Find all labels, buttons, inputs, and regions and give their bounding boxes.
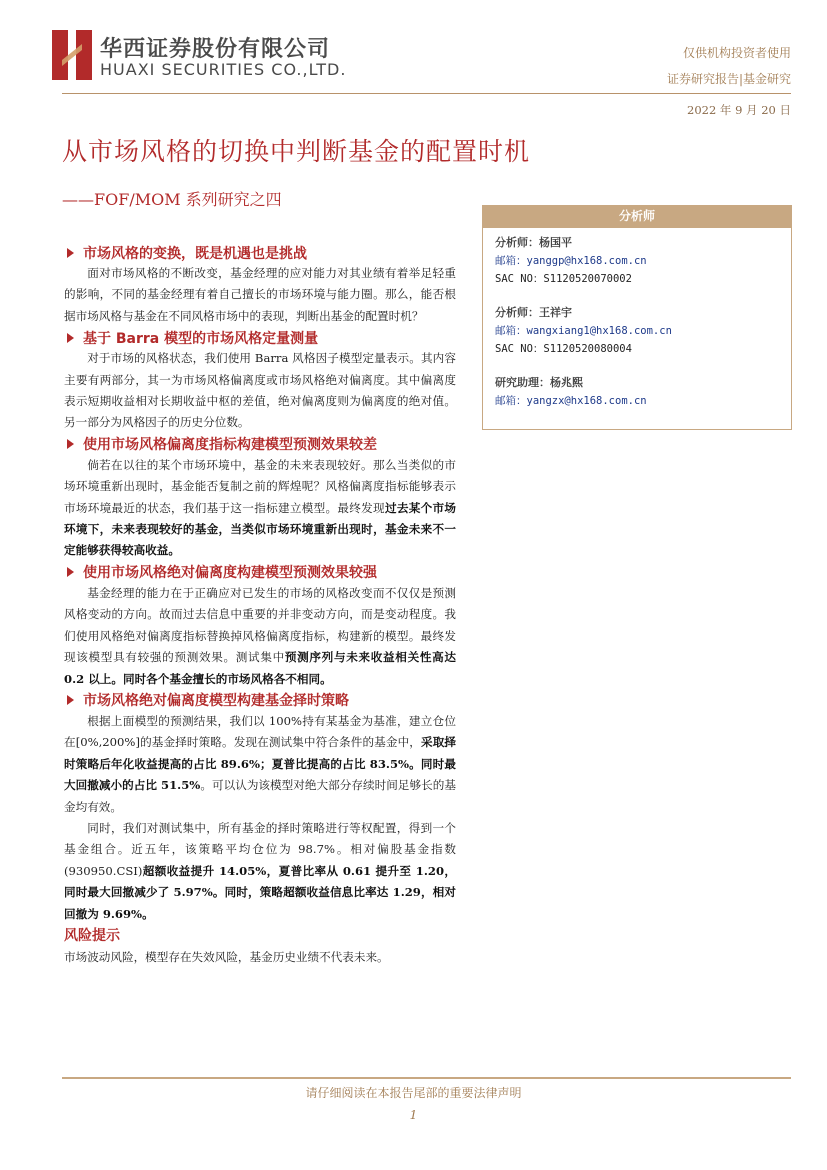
- analyst-email[interactable]: 邮箱：wangxiang1@hx168.com.cn: [495, 325, 672, 337]
- section-heading-text: 市场风格绝对偏离度模型构建基金择时策略: [83, 693, 349, 710]
- section-heading: [64, 690, 456, 711]
- section-heading-text: 使用市场风格绝对偏离度构建模型预测效果较强: [83, 565, 377, 582]
- analyst-sac-number: SAC NO：S1120520080004: [495, 343, 632, 355]
- body-text: 根据上面模型的预测结果，我们以 100%持有某基金为基准，建立仓位在[0%,200%]的基金择时策略。发现在测试集中符合条件的基金中，: [64, 713, 456, 750]
- analyst-list: [483, 234, 791, 420]
- triangle-bullet-icon: [67, 248, 74, 258]
- company-logo: [52, 30, 372, 80]
- analyst-email[interactable]: 邮箱：yangzx@hx168.com.cn: [495, 395, 647, 407]
- body-text: 同时，我们对测试集中，所有基金的择时策略进行等权配置，得到一个基金组合。近五年，该策略平均仓位为 98.7%。相对偏股基金指数(930950.CSI): [64, 820, 456, 878]
- triangle-bullet-icon: [67, 567, 74, 577]
- risk-heading: 风险提示: [64, 927, 120, 944]
- analyst-panel: [482, 205, 792, 430]
- highlighted-text: 超额收益提升 14.05%，夏普比率从 0.61 提升至 1.20，同时最大回撤减少了 5.97%。同时，策略超额收益信息比率达 1.29，相对回撤为 9.69%。: [64, 863, 456, 921]
- section-paragraph: [64, 818, 456, 925]
- report-date: 2022 年 9 月 20 日: [687, 103, 791, 117]
- body-text: 倘若在以往的某个市场环境中，基金的未来表现较好。那么当类似的市场环境重新出现时，基金能否复制之前的辉煌呢？风格偏离度指标能够表示市场环境最近的状态，我们基于这一指标建立模型。最终发现: [64, 457, 456, 515]
- company-name-cn: 华西证券股份有限公司: [100, 37, 331, 62]
- report-subtitle: ——FOF/MOM 系列研究之四: [62, 190, 282, 209]
- section-heading-text: 基于 Barra 模型的市场风格定量测量: [83, 330, 319, 347]
- body-text: 。可以认为该模型对绝大部分存续时间足够长的基金均有效。: [64, 778, 456, 814]
- analyst-name: 研究助理：杨兆熙: [495, 376, 583, 389]
- huaxi-logo-icon: [52, 30, 92, 80]
- report-type-label: 证券研究报告|基金研究: [666, 72, 791, 86]
- analyst-email[interactable]: 邮箱：yanggp@hx168.com.cn: [495, 255, 647, 267]
- section-heading: [64, 562, 456, 583]
- analyst-panel-title: 分析师: [483, 205, 791, 228]
- company-name-en: HUAXI SECURITIES CO.,LTD.: [100, 60, 347, 79]
- highlighted-text: 预测序列与未来收益相关性高达 0.2 以上。同时各个基金擅长的市场风格各不相同。: [64, 650, 456, 686]
- page-number: 1: [409, 1108, 418, 1122]
- section-heading-text: 市场风格的变换，既是机遇也是挑战: [83, 245, 307, 262]
- section-heading: [64, 327, 456, 348]
- legal-notice: 请仔细阅读在本报告尾部的重要法律声明: [305, 1086, 522, 1100]
- section-heading: [64, 242, 456, 263]
- section-paragraph: [64, 263, 456, 327]
- body-text: 基金经理的能力在于正确应对已发生的市场的风格改变而不仅仅是预测风格变动的方向。故而过去信息中重要的并非变动方向，而是变动程度。我们使用风格绝对偏离度指标替换掉风格偏离度指标，构建新的模型。最终发现该模型具有较强的预测效果。测试集中: [64, 585, 456, 665]
- triangle-bullet-icon: [67, 695, 74, 705]
- section-paragraph: [64, 583, 456, 690]
- body-text: 面对市场风格的不断改变，基金经理的应对能力对其业绩有着举足轻重的影响，不同的基金经理有着自己擅长的市场环境与能力圈。那么，能否根据市场风格与基金在不同风格市场中的表现，判断出基金的配置时机？: [64, 266, 456, 323]
- analyst-name: 分析师：王祥宇: [495, 306, 572, 319]
- section-paragraph: [64, 455, 456, 562]
- report-summary: [64, 242, 456, 968]
- analyst-entry: [483, 304, 791, 358]
- section-paragraph: [64, 348, 456, 434]
- body-text: 对于市场的风格状态，我们使用 Barra 风格因子模型定量表示。其内容主要有两部分，其一为市场风格偏离度或市场风格绝对偏离度。其中偏离度表示短期收益相对长期收益中枢的差值，绝对偏离度则为偏离度的绝对值。另一部分为风格因子的历史分位数。: [64, 351, 456, 430]
- highlighted-text: 采取择时策略后年化收益提高的占比 89.6%；夏普比提高的占比 83.5%。同时最大回撤减小的占比 51.5%: [64, 735, 456, 793]
- section-paragraph: [64, 711, 456, 818]
- header-divider: [62, 93, 791, 94]
- analyst-entry: [483, 374, 791, 410]
- analyst-entry: [483, 234, 791, 288]
- highlighted-text: 过去某个市场环境下，未来表现较好的基金，当类似市场环境重新出现时，基金未来不一定能够获得较高收益。: [64, 500, 456, 558]
- section-heading: [64, 434, 456, 455]
- risk-text: 市场波动风险，模型存在失效风险，基金历史业绩不代表未来。: [64, 949, 389, 964]
- triangle-bullet-icon: [67, 439, 74, 449]
- triangle-bullet-icon: [67, 333, 74, 343]
- footer-divider: [62, 1077, 791, 1079]
- section-heading-text: 使用市场风格偏离度指标构建模型预测效果较差: [83, 437, 377, 454]
- analyst-name: 分析师：杨国平: [495, 236, 572, 249]
- report-title: 从市场风格的切换中判断基金的配置时机: [62, 137, 531, 166]
- analyst-sac-number: SAC NO：S1120520070002: [495, 273, 632, 285]
- audience-label: 仅供机构投资者使用: [682, 46, 791, 60]
